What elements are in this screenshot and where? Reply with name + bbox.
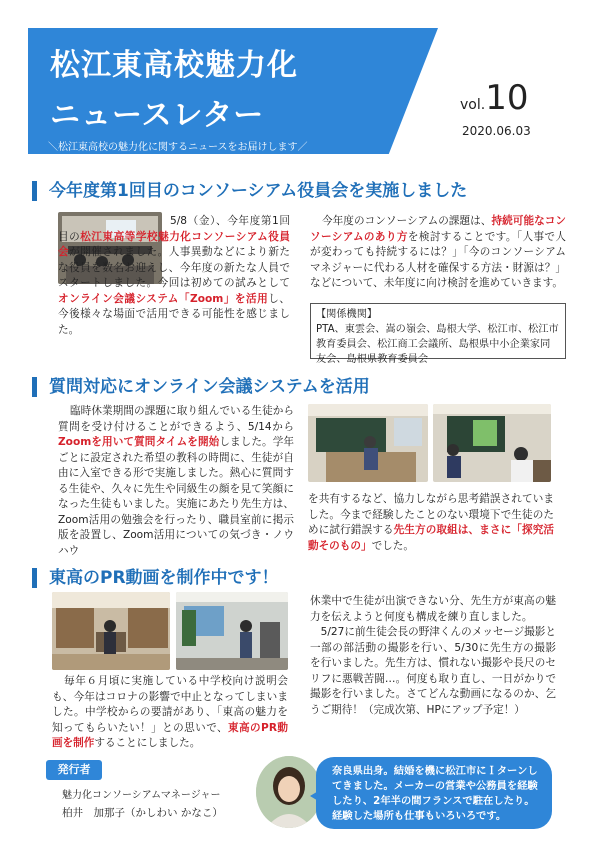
section1-paragraph2 [310,214,566,292]
s3-highlight: 東高のPR動画を制作 [52,721,288,749]
s2-text-b: しました。学年ごとに設定された希望の教科の時間に、生徒が自由に入室できる形で実施しました。熱心に質問する生徒や、久々に先生や同級生の顔を見て笑顔になった生徒もいました。実施にあたり先生方は、Zoom活用の勉強会を行ったり、職員室前に掲示版を設置し、Zoom活用についての気づき・ノウハウ [58,436,294,557]
section2-heading: 質問対応にオンライン会議システムを活用 [32,377,370,397]
s3-text-a: 毎年６月頃に実施している中学校向け説明会も、今年はコロナの影響で中止となってしまいました。中学校からの要請があり、「東高の魅力を知ってもらいたい！」との思いで、 [52,675,288,734]
related-organizations-box [310,303,566,365]
newsletter-title-line2: ニュースレター [50,98,265,133]
s1p1-highlight1: 松江東高等学校魅力化コンソーシアム役員会 [58,230,291,258]
section1-heading: 今年度第1回目のコンソーシアム役員会を実施しました [32,181,467,201]
s1p1-text-c: し、今後様々な場面で活用できる可能性を感じました。 [58,292,290,336]
issuer-profile-bubble: 奈良県出身。結婚を機に松江市にＩターンしてきました。メーカーの営業や公務員を経験したり、2年半の間フランスで駐在したり。経験した場所も仕事もいろいろです。 [316,757,552,829]
classroom-photo-1 [308,404,428,482]
s2-text-a: 臨時休業期間の課題に取り組んでいる生徒から質問を受け付けることができるよう、5/14から [58,405,294,433]
related-organizations-list: PTA、東雲会、嵩の嶺会、島根大学、松江市、松江市教育委員会、松江商工会議所、島根県中小企業家同友会、島根県教育委員会 [316,324,559,365]
s2-highlight2: 先生方の取組は、まさに「探究活動そのもの」 [308,524,555,552]
s1p2-text-b: を検討することです。「人事で人が変わっても持続するには？」「今のコンソーシアムマネジャーに代わる人材を確保する方法・財源は？」などについて、未年度に向け検討を進めていきます。 [310,230,566,289]
s2-text-d: でした。 [371,539,414,552]
section2-paragraph-left [58,404,294,559]
section3-heading: 東高のPR動画を制作中です！ [32,568,279,588]
related-organizations-title: 【関係機関】 [316,309,378,320]
s2-highlight1: Zoomを用いて質問タイムを開始 [58,436,220,448]
s1p1-text-a: 5/8（金）、今年度第1回目の [58,215,290,243]
issuer-role: 魅力化コンソーシアムマネージャー [62,790,221,801]
s1p2-highlight: 持続可能なコンソーシアムのあり方 [310,215,567,243]
section1-paragraph1 [58,214,290,338]
s3-text-b: することにしました。 [94,737,201,749]
issue-date: 2020.06.03 [462,124,531,138]
issuer-name: 柏井 加那子（かしわい かなこ） [62,807,223,819]
newsletter-subtitle: ＼松江東高校の魅力化に関するニュースをお届けします／ [48,142,308,153]
section3-paragraph-left [52,674,288,752]
s1p1-highlight2: オンライン会議システム「Zoom」を活用 [58,292,269,305]
issuer-tag: 発行者 [46,760,102,780]
pr-filming-photo-1 [52,592,170,670]
s1p2-text-a: 今年度のコンソーシアムの課題は、 [322,215,492,227]
section2-paragraph-right [308,492,554,554]
volume-number: 10 [485,78,529,118]
volume-prefix: vol. [460,97,486,113]
pr-filming-photo-2 [176,592,288,670]
newsletter-title-line1: 松江東高校魅力化 [50,48,298,83]
volume-label [460,78,528,118]
s2-text-c: を共有するなど、協力しながら思考錯誤されていました。今まで経験したことのない環境下で生徒のために試行錯誤する [308,493,554,536]
s1p1-text-b: が開催されました。人事異動などにより新たな役員を数名お迎えし、今年度の新たな人員でスタートしました。今回は初めての試みとして [58,246,291,289]
section3-paragraph-right: 休業中で生徒が出演できない分、先生方が東高の魅力を伝えようと何度も構成を練り直しました。 5/27に前生徒会長の野津くんのメッセージ撮影と一部の部活動の撮影を行い、5/30に先生方の撮影を行いました。先生方は、慣れない撮影や長尺のセリフに悪戦苦闘…。何度も取り直し、一日がかりで撮影を行いました。さてどんな動画になるのか、乞うご期待！（完成次第、HPにアップ予定！） [310,595,556,716]
classroom-photo-2 [433,404,551,482]
